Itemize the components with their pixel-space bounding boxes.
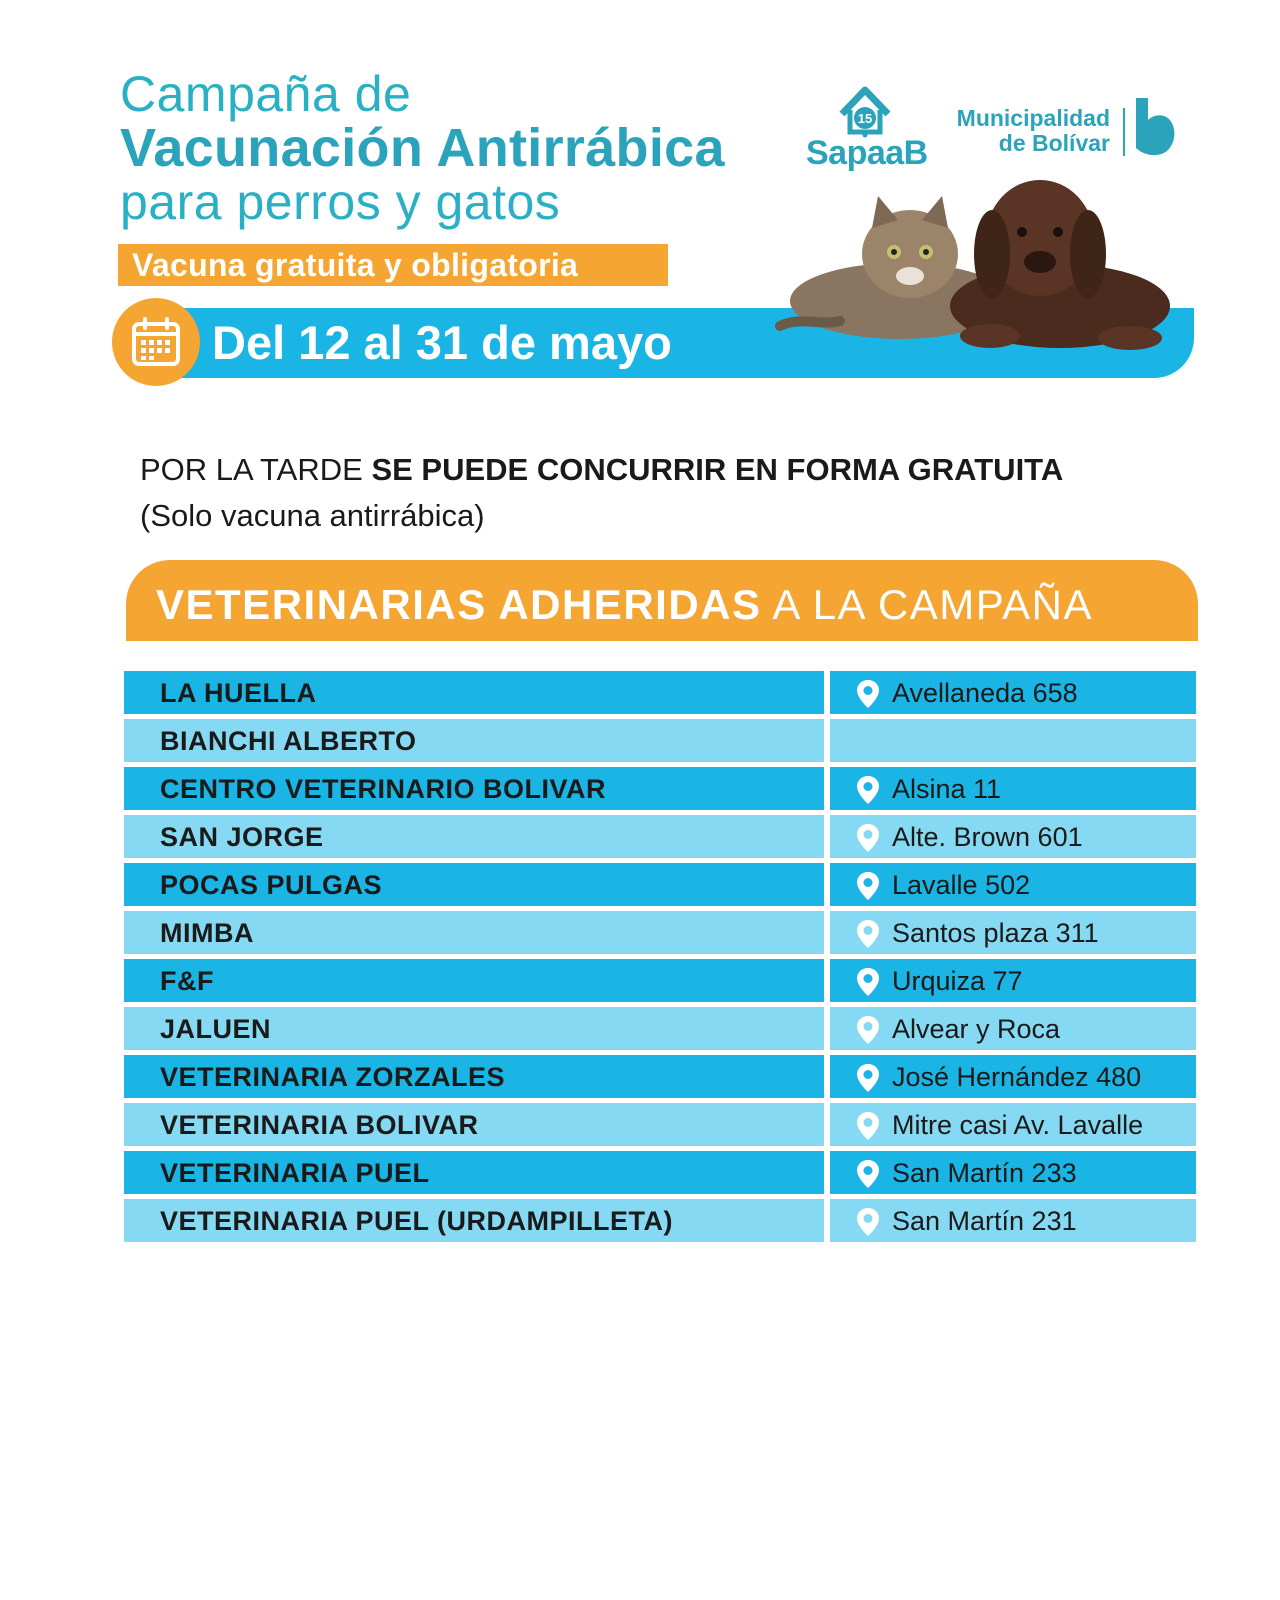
vet-address-cell — [830, 671, 1196, 714]
vet-address: Alvear y Roca — [892, 1014, 1061, 1044]
vet-address: San Martín 231 — [892, 1206, 1077, 1236]
vet-address-cell — [830, 719, 1196, 762]
location-pin-icon — [856, 967, 880, 997]
table-row — [124, 1199, 1196, 1242]
vet-address-cell — [830, 1103, 1196, 1146]
location-pin-icon — [856, 1063, 880, 1093]
vet-address: San Martín 233 — [892, 1158, 1077, 1188]
vet-address-cell — [830, 1199, 1196, 1242]
location-pin-icon — [856, 1015, 880, 1045]
cat-and-dog-illustration — [760, 176, 1180, 366]
vet-address: Lavalle 502 — [892, 870, 1031, 900]
table-row — [124, 815, 1196, 858]
vet-name: MIMBA — [124, 911, 824, 954]
location-pin-icon — [856, 679, 880, 709]
vet-address-cell — [830, 911, 1196, 954]
afternoon-notice-bold: SE PUEDE CONCURRIR EN FORMA GRATUITA — [371, 452, 1064, 487]
location-pin-icon — [856, 1159, 880, 1189]
vet-name: VETERINARIA ZORZALES — [124, 1055, 824, 1098]
sapaab-wordmark: SapaaB — [806, 134, 928, 172]
vet-name: VETERINARIA PUEL — [124, 1151, 824, 1194]
table-row — [124, 863, 1196, 906]
table-row — [124, 911, 1196, 954]
vet-name: CENTRO VETERINARIO BOLIVAR — [124, 767, 824, 810]
free-mandatory-badge: Vacuna gratuita y obligatoria — [118, 244, 668, 286]
location-pin-icon — [856, 919, 880, 949]
vet-address: Urquiza 77 — [892, 966, 1023, 996]
vet-name: LA HUELLA — [124, 671, 824, 714]
location-pin-icon — [856, 871, 880, 901]
calendar-icon — [112, 298, 200, 386]
title-line-2: Vacunación Antirrábica — [120, 118, 725, 178]
municipality-divider — [1123, 108, 1125, 156]
table-row — [124, 959, 1196, 1002]
vet-name: VETERINARIA BOLIVAR — [124, 1103, 824, 1146]
vet-address: Alsina 11 — [892, 774, 1002, 804]
vet-address-cell — [830, 1007, 1196, 1050]
vet-name: VETERINARIA PUEL (URDAMPILLETA) — [124, 1199, 824, 1242]
vet-address-cell — [830, 863, 1196, 906]
vet-name: BIANCHI ALBERTO — [124, 719, 824, 762]
table-row — [124, 719, 1196, 762]
location-pin-icon — [856, 775, 880, 805]
vet-address: Santos plaza 311 — [892, 918, 1099, 948]
vet-address: Mitre casi Av. Lavalle — [892, 1110, 1144, 1140]
table-row — [124, 1055, 1196, 1098]
vets-header-regular: A LA CAMPAÑA — [761, 581, 1094, 628]
afternoon-notice — [140, 448, 1220, 492]
table-row — [124, 1103, 1196, 1146]
table-row — [124, 1151, 1196, 1194]
vet-address-cell — [830, 1151, 1196, 1194]
vet-address: Alte. Brown 601 — [892, 822, 1083, 852]
vet-name: JALUEN — [124, 1007, 824, 1050]
vet-address-cell — [830, 959, 1196, 1002]
vets-header-bold: VETERINARIAS ADHERIDAS — [156, 581, 762, 628]
municipality-logo-text: Municipalidad de Bolívar — [956, 105, 1110, 156]
vet-name: F&F — [124, 959, 824, 1002]
table-row — [124, 1007, 1196, 1050]
table-row — [124, 671, 1196, 714]
location-pin-icon — [856, 1111, 880, 1141]
afternoon-notice-regular: POR LA TARDE — [140, 452, 372, 487]
vet-name: SAN JORGE — [124, 815, 824, 858]
table-row — [124, 767, 1196, 810]
title-line-3: para perros y gatos — [120, 174, 561, 230]
location-pin-icon — [856, 823, 880, 853]
vet-address-cell — [830, 1055, 1196, 1098]
vet-address-cell — [830, 767, 1196, 810]
municipality-b-logo — [1132, 96, 1180, 158]
vets-table — [124, 671, 1196, 1247]
svg-text:15: 15 — [857, 111, 873, 126]
vet-address: José Hernández 480 — [892, 1062, 1142, 1092]
afternoon-notice-sub: (Solo vacuna antirrábica) — [140, 498, 485, 533]
title-line-1: Campaña de — [120, 66, 412, 122]
campaign-dates: Del 12 al 31 de mayo — [212, 316, 672, 369]
vets-header — [126, 560, 1198, 641]
campaign-title — [120, 68, 760, 228]
vet-address: Avellaneda 658 — [892, 678, 1078, 708]
vet-address-cell — [830, 815, 1196, 858]
location-pin-icon — [856, 1207, 880, 1237]
vet-name: POCAS PULGAS — [124, 863, 824, 906]
